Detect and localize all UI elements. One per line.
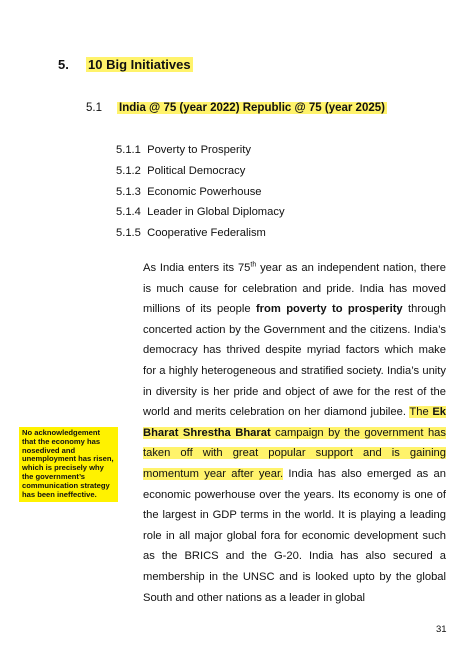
bold-phrase: from poverty to prosperity	[255, 303, 403, 316]
list-item-label: Political Democracy	[147, 164, 246, 177]
ordinal-suffix: th	[250, 261, 257, 269]
annotation-note: No acknowledgement that the economy has nosedived and unemployment has risen, which is precisely why the government’s communication strategy has been ineffective.	[19, 427, 118, 502]
section-title: 10 Big Initiatives	[88, 57, 191, 72]
body-text-segment: year as an independent nation, there is much cause for celebration and pride. India has moved millions of its people	[143, 262, 446, 316]
list-item-label: Poverty to Prosperity	[147, 144, 251, 156]
list-item-number: 5.1.5	[116, 227, 141, 240]
list-item-label: Economic Powerhouse	[147, 185, 262, 198]
page-number: 31	[436, 624, 447, 635]
campaign-name: Ek Bharat Shrestha Bharat	[143, 406, 447, 439]
body-text-segment: through concerted action by the Government and the citizens. India’s democracy has thrived despite myriad factors which make for a highly heterogeneous and stratified society. India’s unity in diversity is her pride and object of awe for the rest of the world and merits celebration on her diamond jubilee.	[143, 303, 446, 419]
list-item-label: Leader in Global Diplomacy	[147, 206, 285, 219]
list-item	[116, 182, 285, 203]
body-text-segment: As India enters its 75	[143, 262, 251, 274]
list-item	[116, 161, 285, 182]
list-item-number: 5.1.4	[116, 206, 141, 219]
list-item-label: Cooperative Federalism	[147, 227, 266, 240]
list-item	[116, 202, 285, 223]
highlight-text: The	[409, 406, 433, 419]
list-item-number: 5.1.2	[116, 164, 141, 177]
body-paragraph	[143, 258, 446, 608]
body-text	[143, 258, 446, 608]
list-item-number: 5.1.1	[116, 144, 141, 156]
highlight-text: campaign by the government has taken off with great popular support and is gaining momentum year after year.	[143, 426, 446, 480]
subsection-title: India @ 75 (year 2022) Republic @ 75 (year 2025)	[119, 102, 385, 114]
initiatives-list	[116, 140, 285, 244]
list-item	[116, 140, 285, 161]
list-item	[116, 223, 285, 244]
subsection-number: 5.1	[86, 102, 102, 114]
list-item-number: 5.1.3	[116, 185, 141, 198]
section-number: 5.	[58, 57, 69, 72]
body-text-segment: India has also emerged as an economic powerhouse over the years. Its economy is one of the largest in GDP terms in the world. It is playing a leading role in all major global fora for economic development such as the BRICS and the G-20. India has also secured a membership in the UNSC and is looked upto by the global South and other nations as a leader in global	[143, 467, 446, 604]
